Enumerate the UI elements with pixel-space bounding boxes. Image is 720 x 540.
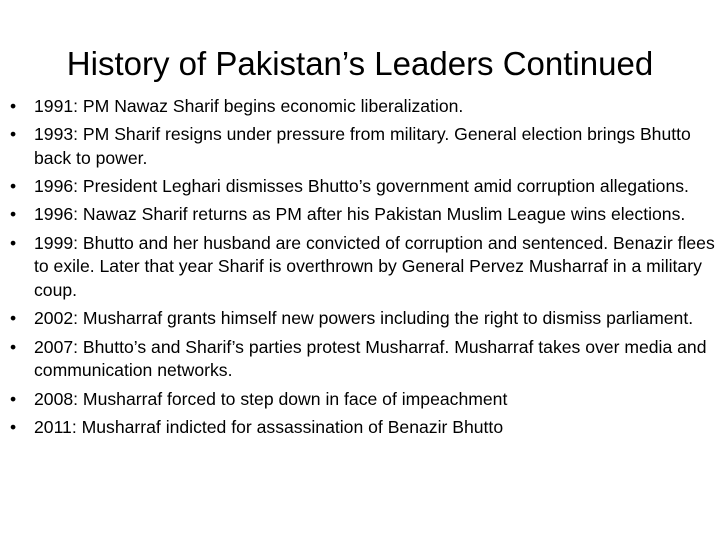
bullet-marker: • bbox=[10, 232, 17, 253]
bullet-marker: • bbox=[10, 388, 17, 409]
bullet-marker: • bbox=[10, 96, 17, 116]
bullet-marker: • bbox=[10, 204, 17, 225]
bullet-item bbox=[10, 232, 716, 303]
bullet-text: 1991: PM Nawaz Sharif begins economic liberalization. bbox=[34, 96, 464, 116]
bullet-marker: • bbox=[10, 124, 17, 145]
bullet-text: 1996: President Leghari dismisses Bhutto’s government amid corruption allegations. bbox=[34, 176, 689, 197]
bullet-text: 1996: Nawaz Sharif returns as PM after his Pakistan Muslim League wins elections. bbox=[34, 204, 686, 225]
bullet-item bbox=[10, 388, 716, 412]
bullet-text: 2011: Musharraf indicted for assassination of Benazir Bhutto bbox=[34, 416, 504, 437]
bullet-item bbox=[10, 123, 716, 171]
bullet-text: 1999: Bhutto and her husband are convicted of corruption and sentenced. Benazir flees to exile. Later that year Sharif is overthrown by General Pervez Musharraf in a military coup. bbox=[34, 232, 715, 301]
bullet-list bbox=[10, 95, 716, 444]
bullet-marker: • bbox=[10, 336, 17, 357]
bullet-item bbox=[10, 95, 716, 119]
bullet-item bbox=[10, 307, 716, 331]
bullet-marker: • bbox=[10, 308, 17, 329]
bullet-item bbox=[10, 175, 716, 199]
bullet-text: 2002: Musharraf grants himself new powers including the right to dismiss parliament. bbox=[34, 308, 694, 329]
bullet-marker: • bbox=[10, 176, 17, 197]
bullet-text: 2007: Bhutto’s and Sharif’s parties protest Musharraf. Musharraf takes over media and communication networks. bbox=[34, 336, 707, 381]
bullet-text: 1993: PM Sharif resigns under pressure from military. General election brings Bhutto back to power. bbox=[34, 124, 691, 168]
bullet-item bbox=[10, 416, 716, 440]
bullet-item bbox=[10, 336, 716, 384]
slide-title: History of Pakistan’s Leaders Continued bbox=[66, 45, 654, 82]
bullet-marker: • bbox=[10, 416, 17, 437]
bullet-text: 2008: Musharraf forced to step down in face of impeachment bbox=[34, 388, 508, 409]
bullet-item bbox=[10, 203, 716, 227]
